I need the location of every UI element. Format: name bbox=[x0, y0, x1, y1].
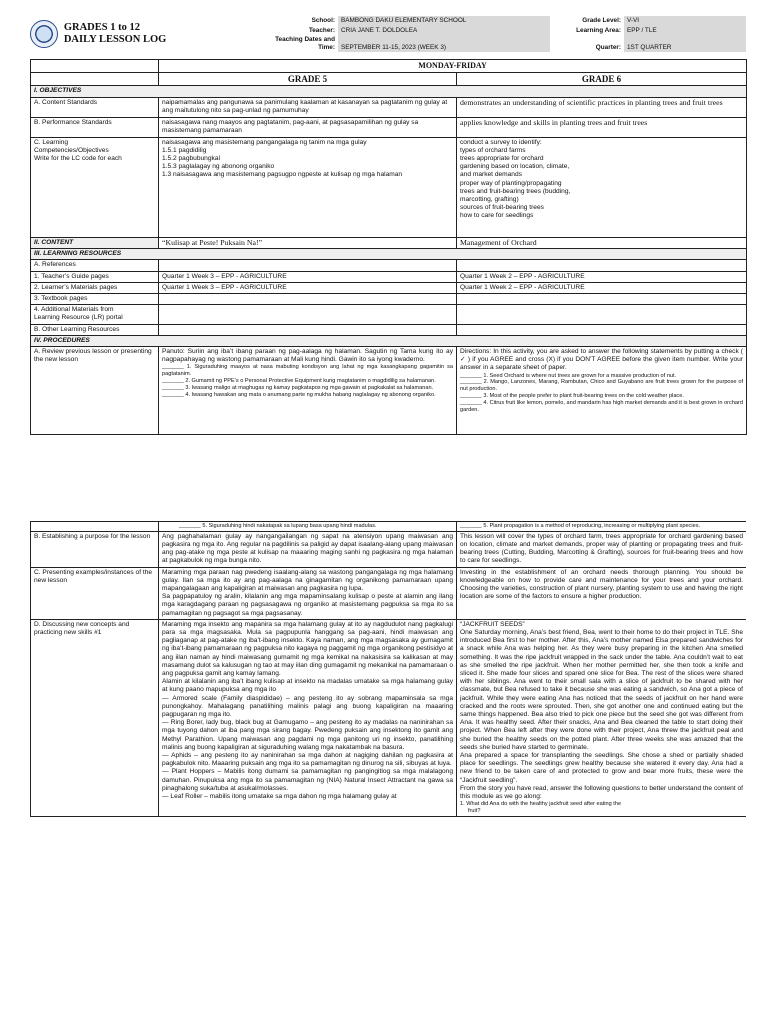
learners-materials-g6: Quarter 1 Week 2 – EPP - AGRICULTURE bbox=[457, 282, 747, 293]
teachers-guide-label: 1. Teacher’s Guide pages bbox=[31, 271, 159, 282]
examples-label: C. Presenting examples/instances of the new lesson bbox=[31, 567, 159, 619]
procedures-section: IV. PROCEDURES bbox=[31, 335, 747, 346]
teachers-guide-g6: Quarter 1 Week 2 – EPP - AGRICULTURE bbox=[457, 271, 747, 282]
performance-standards-g5: naisasagawa nang maayos ang pagtatanim, pag-aani, at pagsasapamilihan ng gulay sa masistemang pamamaraan bbox=[159, 117, 457, 137]
quarter-value: 1ST QUARTER bbox=[624, 35, 746, 52]
title-line-2: DAILY LESSON LOG bbox=[63, 34, 167, 46]
content-section: II. CONTENT bbox=[31, 237, 159, 249]
lesson-table-page-2 bbox=[30, 521, 746, 817]
lesson-table-page-1 bbox=[30, 59, 747, 435]
learning-competencies-g6: conduct a survey to identify: types of orchard farms trees appropriate for orchard gardening based on location, climate, and market demands proper way of planting/propagating trees and fruit-bearing trees (budding, marcotting, grafting) sources of fruit-bearing trees how to care for seedlings bbox=[457, 137, 747, 237]
review-g6: Directions: In this activity, you are asked to answer the following statements by putting a check ( ✓ ) if you AGREE and cross (X) if you DON’T AGREE before the given item number. Write your answer in a separate sheet of paper. _______ 1. Seed Orchard is where nut trees are grown for a massive production of nut. _______ 2. Mango, Lanzones, Marang, Rambutan, Chico and Guyabano are fruit trees grown for the purpose of nut production. _______ 3. Most of the people prefer to plant fruit-bearing trees on the cold weather place. _______ 4. Citrus fruit like lemon, pomelo, and mandarin has high market demands and it is best grown in orchard garden. bbox=[457, 347, 747, 435]
school-value: BAMBONG DAKU ELEMENTARY SCHOOL bbox=[338, 16, 550, 26]
purpose-g5: Ang paghahalaman gulay ay nangangailangan ng sapat na atensiyon upang maiwasan ang pagkasira ng mga ito. Ang regular na pagdilinis sa paligid ay dapat isaalang-alang upang maiwasan ang pag-atake ng mga peste at kulisap na maaaring maging sanhi ng pagkasira ng mga halaman at pagkabulok ng mga bunga nito. bbox=[159, 531, 457, 567]
review-item-5-g6: _______ 5. Plant propagation is a method of reproducing, increasing or multiplying plant species. bbox=[457, 522, 747, 532]
purpose-label: B. Establishing a purpose for the lesson bbox=[31, 531, 159, 567]
learning-competencies-label: C. Learning Competencies/Objectives Write for the LC code for each bbox=[31, 137, 159, 237]
review-g5: Panuto: Suriin ang iba’t ibang paraan ng pag-aalaga ng halaman. Sagutin ng Tama kung ito ay nagpapahayag ng wastong pamamaraan at Mali kung hindi. Gawin ito sa iyong kwaderno. _______ 1. Siguraduhing maayos at nasa mabuting kondisyon ang lahat ng mga kasangkapang gagamitin sa pagtatanim. _______ 2. Gumamit ng PPE’s o Personal Protective Equipment kung magtatanim o magdidilig sa halamanan. _______ 3. Iwasang maligo at maghugas ng kamay pagkatapos ng mga gawain at pagkakalat sa halamanan. _______ 4. Iwasang hawakan ang mata o anumang parte ng mukha habang naglalagay ng abonong organiko. bbox=[159, 347, 457, 435]
objectives-section: I. OBJECTIVES bbox=[31, 86, 747, 97]
deped-seal-logo bbox=[30, 20, 58, 48]
title-line-1: GRADES 1 to 12 bbox=[63, 22, 140, 34]
content-g5: “Kulisap at Peste! Puksain Na!” bbox=[159, 237, 457, 249]
performance-standards-g6: applies knowledge and skills in planting trees and fruit trees bbox=[457, 117, 747, 137]
dates-label-1: Teaching Dates and bbox=[275, 36, 335, 44]
other-resources-label: B. Other Learning Resources bbox=[31, 324, 159, 335]
learning-area-value: EPP / TLE bbox=[624, 26, 746, 36]
references-label: A. References bbox=[31, 260, 159, 271]
quarter-label: Quarter: bbox=[595, 43, 621, 51]
content-g6: Management of Orchard bbox=[457, 237, 747, 249]
meta-table bbox=[270, 16, 746, 52]
grade-6-header: GRADE 6 bbox=[457, 73, 747, 86]
teacher-label: Teacher: bbox=[308, 26, 335, 34]
page-1 bbox=[30, 16, 746, 435]
learners-materials-label: 2. Learner’s Materials pages bbox=[31, 282, 159, 293]
teacher-value: CRIA JANE T. DOLDOLEA bbox=[338, 26, 550, 36]
content-standards-label: A. Content Standards bbox=[31, 97, 159, 117]
grade-level-value: V-VI bbox=[624, 16, 746, 26]
discuss-label: D. Discussing new concepts and practicing new skills #1 bbox=[31, 619, 159, 816]
performance-standards-label: B. Performance Standards bbox=[31, 117, 159, 137]
review-label: A. Review previous lesson or presenting the new lesson bbox=[31, 347, 159, 435]
learning-area-label: Learning Area: bbox=[576, 26, 621, 34]
content-standards-g5: naipamamalas ang pangunawa sa panimulang kaalaman at kasanayan sa pagtatanim ng gulay at ang maitutulong nito sa pag-unlad ng pamumuhay bbox=[159, 97, 457, 117]
schedule-header: MONDAY-FRIDAY bbox=[159, 60, 747, 73]
dates-value: SEPTEMBER 11-15, 2023 (WEEK 3) bbox=[338, 35, 550, 52]
textbook-label: 3. Textbook pages bbox=[31, 293, 159, 304]
learning-competencies-g5: naisasagawa ang masistemang pangangalaga ng tanim na mga gulay 1.5.1 pagdidilig 1.5.2 pagbubungkal 1.5.3 paglalagay ng abonong organiko 1.3 naisasagawa ang masistemang pagsugpo ngpeste at kulisap ng mga halaman bbox=[159, 137, 457, 237]
page-2 bbox=[30, 521, 746, 1019]
examples-g6: Investing in the establishment of an orchard needs thorough planning. You should be knowledgeable on how to provide care and maintenance for your trees and your orchard. Choosing the varieties, construction of plant nursery, planting system to use and having the right location are some of the factors to ensure a higher production. bbox=[457, 567, 747, 619]
dates-label-2: Time: bbox=[318, 43, 335, 51]
review-item-5-g5: _______ 5. Siguraduhing hindi nakatapak sa lupang basa upang hindi madulas. bbox=[159, 522, 457, 532]
additional-materials-label: 4. Additional Materials from Learning Resource (LR) portal bbox=[31, 305, 159, 324]
discuss-g6: “JACKFRUIT SEEDS” One Saturday morning, Ana’s best friend, Bea, went to their home to do their project in TLE. She introduced Bea first to her mother. After this, Ana’s mother named Elsa prepared sandwiches for a snack while Ana was helping her. As they were busy preparing in the kitchen Ana smelled something. It was the ripe jackfruit wrapped in the sack under the table. Ana couldn’t wait to eat as she smelled the ripe jackfruit. When her mother permitted her, she then took a knife and sliced it. She made four slices and spared one slice for Bea. The rest of the slices were shared with her siblings. Ana went to their small sala with a slice of jackfruit to be shared with her classmate, but Bea refused to take it because she was eating a sandwich, so Ana got a piece of jackfruit. While they were eating Ana has noticed that the seeds of jackfruit on her hand were cracked and the roots were sprouted. Then, she got another one and continued eating but the same things happened. Bea also tried to pick one piece but the seed she got was different from Ana. It was healthy seed. After their snacks, Ana and Bea cleaned the table to start doing their project. When Bea left after they were done with their project, Ana threw the jackfruit peal and she buried the healthy seeds on the potted plant. After three weeks she was amazed that the seeds she buried have started to germinate. Ana prepared a space for transplanting the seedlings. She chose a shed or partially shaded place for seedlings. The seedlings grew healthy because she watered it every day. Ana had a new friend to be taken care of and protected to grow and bear more fruits, these were the “Jackfruit seedling”. From the story you have read, answer the following questions to better understand the content of this module as we go along: 1. What did Ana do with the healthy jackfruit seed after eating the fruit? bbox=[457, 619, 747, 816]
grade-level-label: Grade Level: bbox=[582, 17, 621, 24]
learners-materials-g5: Quarter 1 Week 3 – EPP - AGRICULTURE bbox=[159, 282, 457, 293]
school-label: School: bbox=[311, 17, 335, 24]
resources-section: III. LEARNING RESOURCES bbox=[31, 249, 747, 260]
examples-g5: Maraming mga paraan nag pwedeng isaalang-alang sa wastong pangangalaga ng mga halamang gulay. Ilan sa mga ito ay ang pag-aalaga na ginagamitan ng organikong pamamaraan upang mapangalagaan ang kapaligiran at maiwasan ang pagkasira ng lupa. Sa pagpapatuloy ng aralin, kilalanin ang mga mapaminsalang kulisap o peste at alamin ang ilang mga karagdagang paraan ng pagsasagawa ng organiko at masistemang pagpuksa sa mga ito sa pamamagitan ng pagsagot sa mga pagsasanay. bbox=[159, 567, 457, 619]
discuss-g5: Maraming mga insekto ang mapanira sa mga halamang gulay at ito ay nagdudulot nang pagkalugi para sa mga magsasaka. Mula sa pagpupunla hanggang sa pag-aani, hindi maiwasan ang pagliaganap at pag-atake ng iba’t-ibang insekto. Kaya naman, ang mga magsasaka ay gumagamit ng iba’t-ibang pamamaraan ng pagpuksa nito kagaya ng paggamit ng mga organikong pestisidyo at ang iilan naman ay hindi maiwasang gumamit ng mga kemikal na nakasisira sa kalikasan at may masamang dulot sa kalusugan ng tao at may iilan ding gumagamit ng mekanikal na pamamaraan o ang pagpuksa gamit ang kamay lamang. Alamin at kilalanin ang iba’t ibang kulisap at insekto na madalas umatake sa mga halamang gulay at kung paano mapupuksa ang mga ito — Armored scale (Family diaspididae) – ang pesteng ito ay sobrang mapaminsala sa mga punongkahoy. Mahalagang panatilihing malinis palagi ang buong kapaligiran na maaaring pagpugaran ng mga ito. — Ring Borer, lady bug, black bug at Gamugamo – ang pesteng ito ay madalas na naninirahan sa mga tuyong dahon at iba pang mga sirang bagay. Pwedeng puksain ang insektong ito gamit ang Methyl Parathion. Upang maiwasan ang pagdami ng mga ganitong uri ng insekto, panatilihing malinis ang buong kapaligiran at siguraduhing walang mga nakatambak na basura. — Aphids – ang pesteng ito ay naninirahan sa mga dahon at nagiging dahilan ng pagkasira at pagkabulok nito. Maaaring puksain ang mga ito sa pamamagitan ng dinurog na sili, sibuyas at luya. — Plant Hoppers – Mabilis itong dumami sa pamamagitan ng pangingitlog sa mga malalagong damuhan. Pinupuksa ang mga ito sa pamamagitan ng (NIA) Natural Insect Attractant na gawa sa pinaghalong suka/tuba at asukal/molasses. — Leaf Roller – mabilis itong umatake sa mga dahon ng mga halamang gulay at bbox=[159, 619, 457, 816]
header-table bbox=[30, 16, 746, 52]
purpose-g6: This lesson will cover the types of orchard farm, trees appropriate for orchard gardening based on location, climate and market demands, proper way of planting or propagating trees and fruit-bearing trees (Cutting, Budding, Marcotting & Grafting), sources for fruit-bearing trees and how to care for seedlings. bbox=[457, 531, 747, 567]
grade-5-header: GRADE 5 bbox=[159, 73, 457, 86]
teachers-guide-g5: Quarter 1 Week 3 – EPP - AGRICULTURE bbox=[159, 271, 457, 282]
content-standards-g6: demonstrates an understanding of scientific practices in planting trees and fruit trees bbox=[457, 97, 747, 117]
